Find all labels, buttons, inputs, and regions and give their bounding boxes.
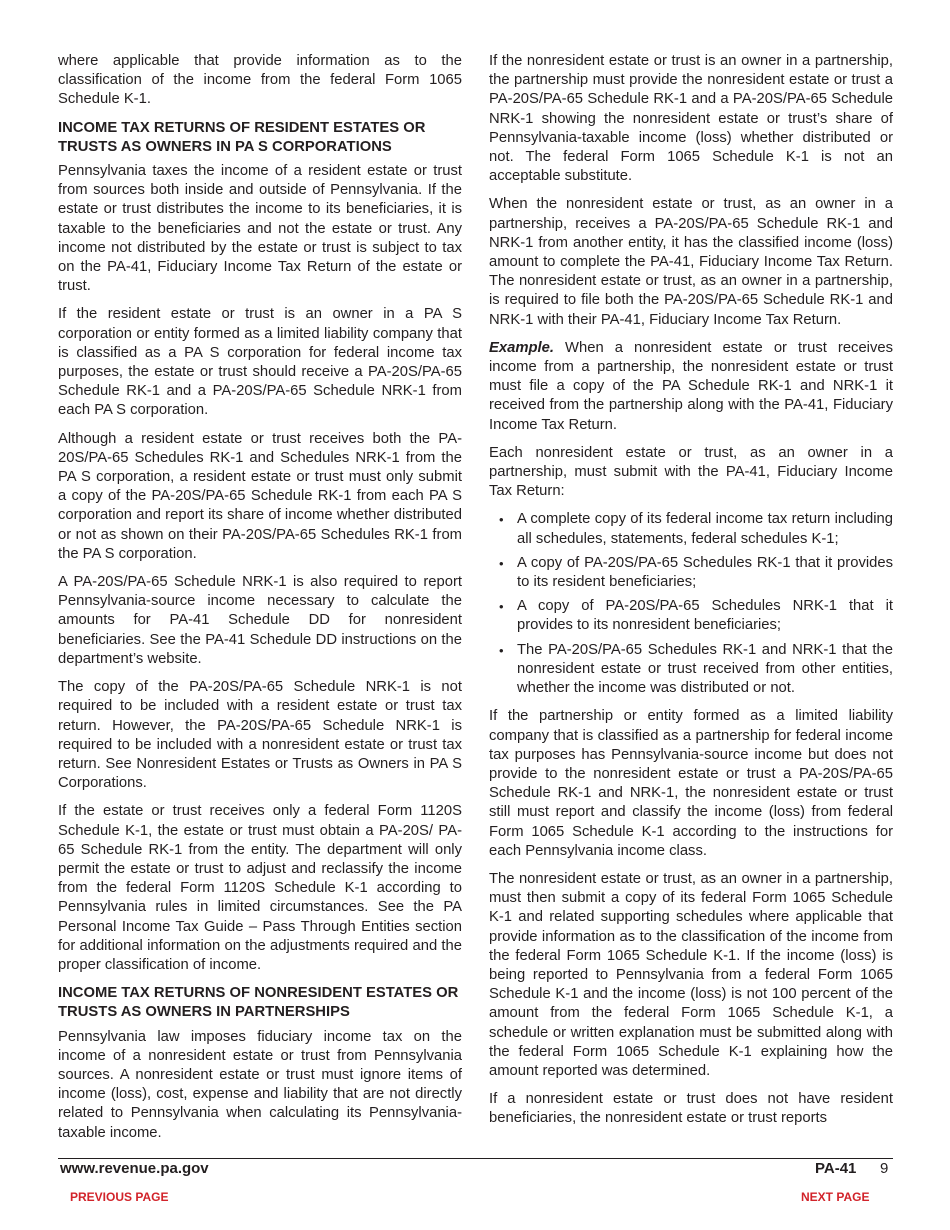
paragraph: Pennsylvania taxes the income of a resident estate or trust from sources both inside and outside of Pennsylvania. If the estate or trust distributes the income to its beneficiaries, it is taxable to the beneficiaries and not the estate or trust. Any income not distributed by the estate or trust is subject to tax on the PA-41, Fiduciary Income Tax Return of the estate or trust. bbox=[58, 163, 462, 295]
paragraph: If the nonresident estate or trust is an owner in a partnership, the partnership must provide the nonresident estate or trust a PA-20S/PA-65 Schedule RK-1 and a PA-20S/PA-65 Schedule NRK-1 showing the nonresident estate or trust’s share of Pennsylvania-taxable income (loss) whether distributed or not. The federal Form 1065 Schedule K-1 is not an acceptable substitute. bbox=[489, 53, 893, 185]
paragraph: If the partnership or entity formed as a limited liability company that is classified as a partnership for federal income tax purposes has Pennsylvania-source income but does not provide to the nonresident estate or trust a PA-20S/PA-65 Schedule RK-1 and NRK-1, the nonresident estate or trust still must report and classify the income (loss) from federal Form 1065 Schedule K-1 according to the instructions for each Pennsylvania income class. bbox=[489, 708, 893, 859]
page-number: 9 bbox=[880, 1160, 889, 1177]
left-column bbox=[58, 52, 462, 1152]
footer-website: www.revenue.pa.gov bbox=[60, 1160, 209, 1177]
paragraph: The nonresident estate or trust, as an owner in a partnership, must then submit a copy of its federal Form 1065 Schedule K-1 and related supporting schedules where applicable that provide information as to the classification of the income from the federal Form 1065 Schedule K-1. If the income (loss) is being reported to Pennsylvania from a federal Form 1065 Schedule K-1 and the income (loss) is not 100 percent of the amount from the federal Form 1065 Schedule K-1, a schedule or written explanation must be submitted along with the federal Form 1065 Schedule K-1 explaining how the amount reported was determined. bbox=[489, 870, 893, 1079]
list-item bbox=[489, 597, 893, 635]
example-label: Example. bbox=[489, 339, 554, 356]
example-paragraph bbox=[489, 339, 893, 435]
paragraph: The copy of the PA-20S/PA-65 Schedule NRK-1 is not required to be included with a resident estate or trust tax return. However, the PA-20S/PA-65 Schedule NRK-1 is required to be included with a nonresident estate or trust tax return. See Nonresident Estates or Trusts as Owners in PA S Corporations. bbox=[58, 679, 462, 792]
section-heading-resident: INCOME TAX RETURNS OF RESIDENT ESTATES OR TRUSTS AS OWNERS IN PA S CORPORATIONS bbox=[58, 119, 426, 155]
requirements-list bbox=[489, 510, 893, 698]
list-item-text: The PA-20S/PA-65 Schedules RK-1 and NRK-1 that the nonresident estate or trust received from other entities, whether the income was distributed or not. bbox=[517, 641, 893, 697]
list-item-text: A copy of PA-20S/PA-65 Schedules NRK-1 that it provides to its nonresident beneficiaries; bbox=[517, 598, 893, 634]
bullet-icon: • bbox=[499, 555, 504, 571]
list-item bbox=[489, 554, 893, 592]
bullet-icon: • bbox=[499, 599, 504, 615]
list-item bbox=[489, 641, 893, 699]
bullet-icon: • bbox=[499, 512, 504, 528]
paragraph: If a nonresident estate or trust does not have resident beneficiaries, the nonresident estate or trust reports bbox=[489, 1091, 893, 1127]
example-text: When a nonresident estate or trust receives income from a partnership, the nonresident estate or trust must file a copy of the PA Schedule RK-1 and NRK-1 it received from the partnership along with the PA-41, Fiduciary Income Tax Return. bbox=[489, 339, 893, 433]
section-heading-nonresident: INCOME TAX RETURNS OF NONRESIDENT ESTATES OR TRUSTS AS OWNERS IN PARTNERSHIPS bbox=[58, 985, 459, 1021]
paragraph: If the resident estate or trust is an owner in a PA S corporation or entity formed as a limited liability company that is classified as a PA S corporation for federal income tax purposes, the estate or trust should receive a PA-20S/PA-65 Schedule RK-1 and a PA-20S/PA-65 Schedule NRK-1 from each PA S corporation. bbox=[58, 306, 462, 419]
paragraph: Each nonresident estate or trust, as an owner in a partnership, must submit with the PA-41, Fiduciary Income Tax Return: bbox=[489, 444, 893, 500]
paragraph: When the nonresident estate or trust, as an owner in a partnership, receives a PA-20S/PA-65 Schedule RK-1 and NRK-1 from another entity, it has the classified income (loss) amount to complete the PA-41, Fiduciary Income Tax Return. The nonresident estate or trust, as an owner in a partnership, is required to file both the PA-20S/PA-65 Schedule RK-1 and NRK-1 with their PA-41, Fiduciary Income Tax Return. bbox=[489, 196, 893, 328]
bullet-icon: • bbox=[499, 642, 504, 658]
footer-form-name: PA-41 bbox=[815, 1160, 857, 1177]
list-item-text: A copy of PA-20S/PA-65 Schedules RK-1 that it provides to its resident beneficiaries; bbox=[517, 554, 893, 591]
paragraph: If the estate or trust receives only a federal Form 1120S Schedule K-1, the estate or trust must obtain a PA-20S/ PA-65 Schedule RK-1 from the entity. The department will only permit the estate or trust to adjust and reclassify the income from the federal Form 1120S Schedule K-1 according to Pennsylvania rules in limited circumstances. See the PA Personal Income Tax Guide – Pass Through Entities section for additional information on the adjustments required and the proper classification of income. bbox=[58, 803, 462, 973]
list-item bbox=[489, 510, 893, 548]
footer-divider bbox=[58, 1158, 893, 1159]
right-column bbox=[489, 52, 893, 1138]
paragraph: Although a resident estate or trust receives both the PA-20S/PA-65 Schedules RK-1 and Schedules NRK-1 from the PA S corporation, a resident estate or trust must only submit a copy of the PA-20S/PA-65 Schedule RK-1 from each PA S corporation and report its share of income whether distributed or not as shown on their PA-20S/PA-65 Schedules RK-1 from the PA S corporation. bbox=[58, 430, 462, 562]
list-item-text: A complete copy of its federal income tax return including all schedules, statements, federal schedules K-1; bbox=[517, 511, 893, 547]
next-page-link[interactable]: NEXT PAGE bbox=[801, 1190, 870, 1204]
paragraph: Pennsylvania law imposes fiduciary income tax on the income of a nonresident estate or trust from Pennsylvania sources. A nonresident estate or trust must ignore items of income (loss), cost, expense and liability that are not directly related to Pennsylvania when calculating its Pennsylvania-taxable income. bbox=[58, 1028, 462, 1141]
paragraph: where applicable that provide information as to the classification of the income from the federal Form 1065 Schedule K-1. bbox=[58, 53, 462, 108]
paragraph: A PA-20S/PA-65 Schedule NRK-1 is also required to report Pennsylvania-source income necessary to calculate the amounts for PA-41 Schedule DD for nonresident beneficiaries. See the PA-41 Schedule DD instructions on the department’s website. bbox=[58, 574, 462, 667]
previous-page-link[interactable]: PREVIOUS PAGE bbox=[70, 1190, 169, 1204]
